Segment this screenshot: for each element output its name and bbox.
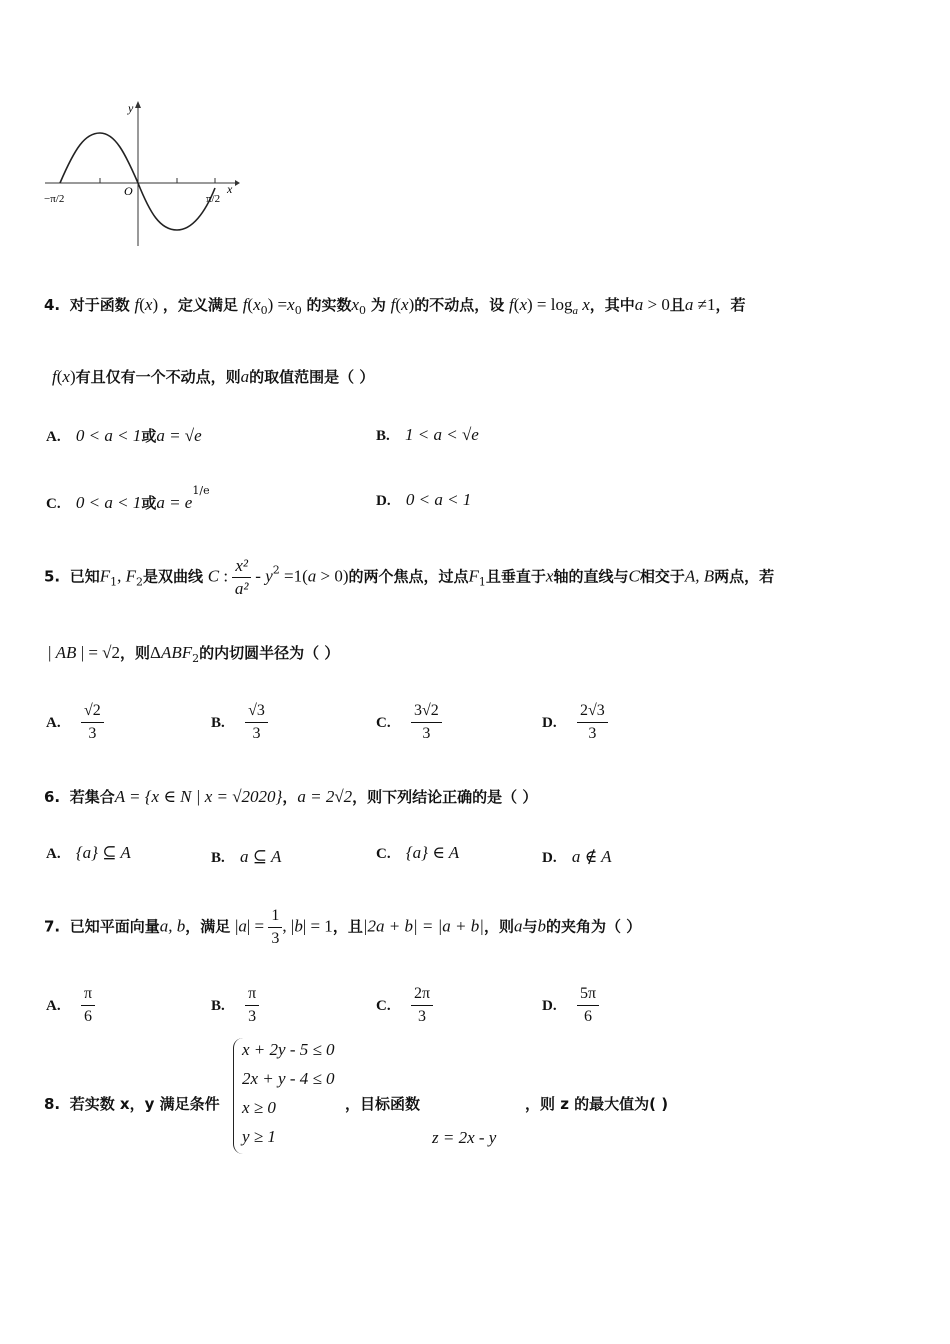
q5-option-a[interactable]: A. $\frac{√2}{3}$ (46, 700, 104, 745)
left-tick-label: −π/2 (44, 193, 65, 205)
q8-line-end: ，则 z 的最大值为( ) (525, 1095, 669, 1113)
x-axis-label: x (227, 182, 233, 196)
q5-option-b[interactable]: B. $\frac{√3}{3}$ (211, 700, 268, 745)
q4-option-a[interactable]: A. 0 < a < 1或a = √e (46, 426, 202, 445)
q7-line: 7. 已知平面向量a, b，满足 |a| = $\frac{1}{3}$ , |b| = 1，且|2a + b| = |a + b|，则a与b的夹角为（ ） (44, 907, 642, 947)
q5-option-c[interactable]: C. $\frac{3√2}{3}$ (376, 700, 442, 745)
q8-line-tail: ，目标函数 (345, 1095, 421, 1113)
constraint-row: 2x + y - 4 ≤ 0 (242, 1069, 335, 1088)
constraint-system (233, 1038, 354, 1154)
q4-option-c[interactable]: C. 0 < a < 1或$a = e^{1/e}$ (46, 484, 210, 512)
q6-option-a[interactable]: A. {a} ⊆ A (46, 843, 131, 862)
q7-option-b[interactable]: B. $\frac{\pi}{3}$ (211, 983, 259, 1028)
q5-line2: | AB | = √2，则$\Delta ABF_2$的内切圆半径为（ ） (48, 643, 340, 665)
y-axis-label: y (128, 101, 134, 115)
constraint-row: x ≥ 0 (242, 1098, 276, 1117)
q4-line2: f(x)有且仅有一个不动点，则a的取值范围是（ ） (52, 367, 375, 386)
q8-objective: z = 2x - y (432, 1128, 497, 1147)
q6-line: 6. 若集合A = {x ∈ N | x = √2020}，a = 2√2，则下列结论正确的是（ ） (44, 787, 538, 806)
q4-option-d[interactable]: D. 0 < a < 1 (376, 490, 472, 509)
q4-number: 4. (44, 296, 61, 314)
constraint-row: x + 2y - 5 ≤ 0 (242, 1040, 335, 1059)
q7-option-a[interactable]: A. $\frac{\pi}{6}$ (46, 983, 95, 1028)
y-axis-arrow (135, 101, 141, 108)
constraint-row: y ≥ 1 (242, 1127, 276, 1146)
x-axis-arrow (235, 180, 240, 186)
q7-option-d[interactable]: D. $\frac{5\pi}{6}$ (542, 983, 599, 1028)
q5-option-d[interactable]: D. $\frac{2√3}{3}$ (542, 700, 608, 745)
q6-option-b[interactable]: B. a ⊆ A (211, 847, 282, 866)
sine-graph (40, 98, 250, 248)
origin-label: O (124, 184, 133, 198)
q4-option-b[interactable]: B. 1 < a < √e (376, 425, 479, 444)
q6-option-c[interactable]: C. {a} ∈ A (376, 843, 460, 862)
right-tick-label: π/2 (206, 193, 221, 205)
q7-option-c[interactable]: C. $\frac{2\pi}{3}$ (376, 983, 433, 1028)
q4-line1: 4. 对于函数 f(x) ，定义满足 $f(x_0) =x_0$ 的实数$x_0$ 为 f(x)的不动点，设 $f(x) = \log_a x$，其中a > 0且a ≠1，若 (44, 295, 746, 317)
q5-line1: 5. 已知$F_1$, $F_2$是双曲线 C : $\frac{\text{x²}}{\text{a²}}$ - $y^2 =1(a > 0)$的两个焦点，过点$F_1$且垂直于x轴的直线与C相交于A, B两点，若 (44, 556, 775, 598)
q8-line: 8. 若实数 x，y 满足条件 (44, 1095, 220, 1113)
q6-option-d[interactable]: D. a ∉ A (542, 847, 612, 866)
